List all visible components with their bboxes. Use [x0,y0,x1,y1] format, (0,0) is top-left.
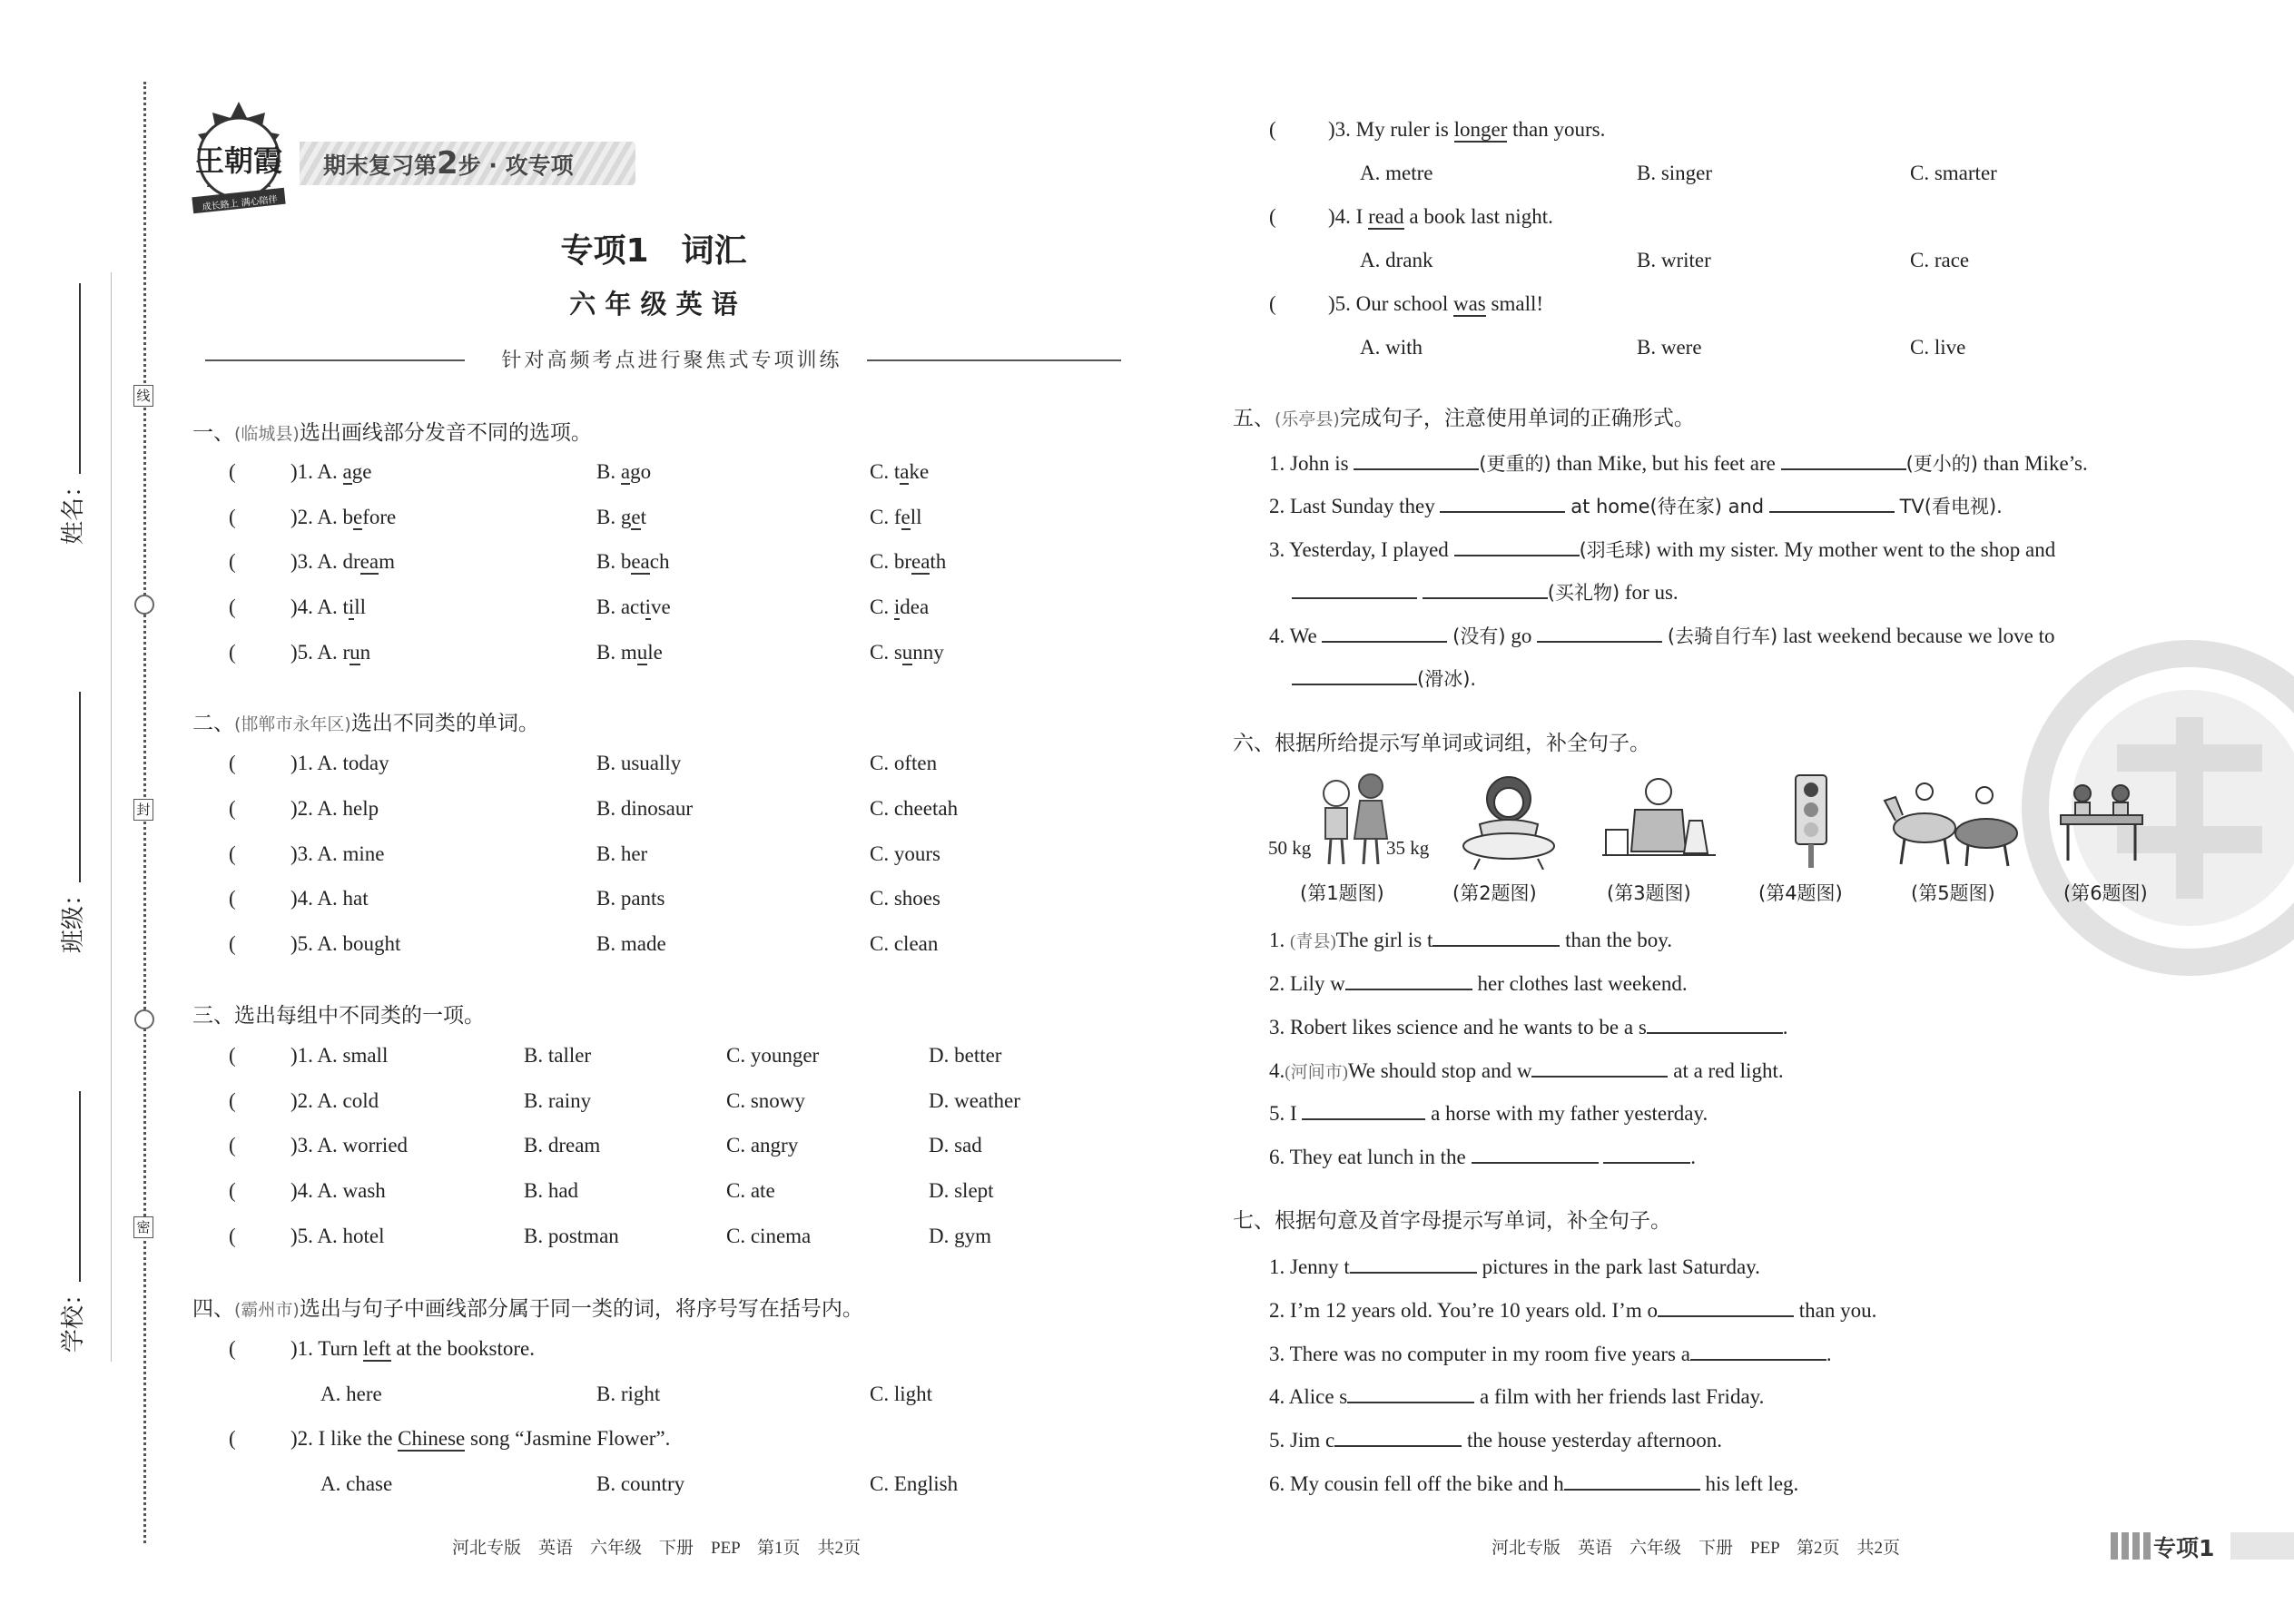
answer-paren[interactable]: ( [229,1179,236,1202]
brand-logo [180,98,298,216]
s4-q1-stem: )1. Turn left at the bookstore. [290,1337,535,1360]
answer-blank[interactable] [1454,531,1580,556]
s4-q2-b: B. country [596,1472,685,1495]
binding-hole-1 [134,595,154,615]
s5-line-2: 2. Last Sunday they at home(待在家) and TV(看电视). [1269,487,2003,519]
s3-q4-a: )4. A. wash [290,1179,386,1202]
s6-line-5: 5. I a horse with my father yesterday. [1269,1095,1708,1126]
footer-left: 河北专版 英语 六年级 下册 PEP 第1页 共2页 [452,1539,861,1558]
footer-right: 河北专版 英语 六年级 下册 PEP 第2页 共2页 [1492,1539,1901,1558]
s4-q4-b: B. writer [1637,249,1711,271]
section-1-title: 一、(临城县)选出画线部分发音不同的选项。 [192,421,592,445]
s5-line-1: 1. John is (更重的) than Mike, but his feet are (更小的) than Mike’s. [1269,445,2088,477]
s2-q3-b: B. her [596,842,648,865]
s3-q5-c: C. cinema [726,1225,812,1247]
s4-q5-a: A. with [1360,336,1423,359]
class-label: 班级： [60,881,87,953]
pic-label-3: (第3题图) [1607,882,1691,904]
s3-q1-c: C. younger [726,1044,820,1067]
badge-suffix: 步 · 攻专项 [458,153,574,179]
answer-blank[interactable] [1603,1138,1690,1164]
answer-paren[interactable]: ( [229,1337,236,1360]
s5-line-3b: (买礼物) for us. [1292,574,1679,605]
s2-q3-a: )3. A. mine [290,842,385,865]
answer-paren[interactable]: ( [229,595,236,618]
picture-6 [2052,773,2151,870]
traffic-light-icon [1788,773,1834,869]
answer-blank[interactable] [1302,1095,1425,1120]
s2-q5-c: C. clean [870,932,939,955]
s3-q4-d: D. slept [929,1179,994,1202]
answer-blank[interactable] [1345,965,1472,990]
s2-q2-c: C. cheetah [870,797,959,820]
s3-q2-a: )2. A. cold [290,1089,379,1112]
picture-3 [1602,770,1716,870]
section-2-title: 二、(邯郸市永年区)选出不同类的单词。 [192,712,539,735]
brand-motto: 成长路上 满心陪伴 [202,194,279,213]
s2-q4-b: B. pants [596,887,665,910]
school-field[interactable] [54,1080,136,1353]
answer-blank[interactable] [1781,445,1906,470]
s4-q4-a: A. drank [1360,249,1433,271]
tagline: 针对高频考点进行聚焦式专项训练 [501,349,842,372]
answer-blank[interactable] [1334,1422,1462,1447]
section-6-title: 六、根据所给提示写单词或词组，补全句子。 [1233,732,1650,755]
s1-q1-c: C. take [870,460,930,483]
s2-q3-c: C. yours [870,842,940,865]
answer-blank[interactable] [1350,1248,1477,1274]
s4-q3-a: A. metre [1360,162,1433,184]
s2-q4-a: )4. A. hat [290,887,369,910]
answer-paren[interactable]: ( [229,1044,236,1067]
step-badge-text [323,145,574,182]
answer-paren[interactable]: ( [229,752,236,774]
answer-blank[interactable] [1690,1335,1826,1361]
s4-q4-stem: )4. I read a book last night. [1328,205,1553,228]
answer-paren[interactable]: ( [229,797,236,820]
page-subtitle: 六 年 级 英 语 [569,289,738,320]
weight-girl: 35 kg [1386,837,1430,859]
answer-blank[interactable] [1292,574,1417,599]
s1-q1-a: )1. A. age [290,460,372,483]
pic-label-1: (第1题图) [1300,882,1384,904]
s3-q1-a: )1. A. small [290,1044,389,1067]
s1-q3-b: B. beach [596,550,670,573]
s7-line-2: 2. I’m 12 years old. You’re 10 years old. I’m o than you. [1269,1292,1876,1323]
s4-q3-b: B. singer [1637,162,1713,184]
s4-q1-c: C. light [870,1383,933,1405]
s3-q2-b: B. rainy [524,1089,592,1112]
section-3-title: 三、选出每组中不同类的一项。 [192,1004,485,1028]
answer-paren[interactable]: ( [229,1134,236,1156]
s7-line-6: 6. My cousin fell off the bike and h his left leg. [1269,1465,1798,1496]
pic-label-6: (第6题图) [2063,882,2148,904]
s1-q4-b: B. active [596,595,671,618]
name-label: 姓名： [60,473,87,545]
answer-paren[interactable]: ( [229,842,236,865]
s2-q2-b: B. dinosaur [596,797,694,820]
picture-2 [1452,770,1570,870]
tagline-line-right [867,359,1121,361]
section-7-title: 七、根据句意及首字母提示写单词，补全句子。 [1233,1209,1671,1233]
binding-hole-2 [134,1009,154,1029]
s1-q5-b: B. mule [596,641,663,664]
s1-q2-b: B. get [596,506,646,528]
s5-line-4b: (滑冰). [1292,660,1476,692]
s3-q4-b: B. had [524,1179,579,1202]
badge-number: 2 [437,145,458,182]
s1-q2-c: C. fell [870,506,922,528]
s1-q5-c: C. sunny [870,641,944,664]
s3-q5-b: B. postman [524,1225,619,1247]
answer-blank[interactable] [1354,445,1479,470]
answer-paren[interactable]: ( [229,1225,236,1247]
class-field[interactable] [54,681,136,953]
s4-q2-stem: )2. I like the Chinese song “Jasmine Flower”. [290,1427,671,1450]
answer-paren[interactable]: ( [229,887,236,910]
answer-blank[interactable] [1440,487,1565,513]
s6-line-4: 4.(河间市)We should stop and w at a red light. [1269,1052,1784,1083]
badge-prefix: 期末复习第 [323,153,438,179]
weight-boy: 50 kg [1268,837,1312,859]
s4-q3-stem: )3. My ruler is longer than yours. [1328,118,1606,141]
s2-q1-c: C. often [870,752,938,774]
s5-line-3: 3. Yesterday, I played (羽毛球) with my sister. My mother went to the shop and [1269,531,2055,563]
answer-paren[interactable]: ( [229,550,236,573]
section-5-title: 五、(乐亭县)完成句子，注意使用单词的正确形式。 [1233,407,1695,430]
s3-q5-a: )5. A. hotel [290,1225,385,1247]
answer-blank[interactable] [1564,1465,1700,1491]
tagline-line-left [205,359,465,361]
page-title: 专项1 词汇 [560,232,747,270]
picture-5 [1879,773,2024,870]
answer-blank[interactable] [1658,1292,1794,1317]
s7-line-3: 3. There was no computer in my room five years a . [1269,1335,1832,1366]
answer-blank[interactable] [1292,660,1417,685]
s3-q4-c: C. ate [726,1179,775,1202]
s3-q3-b: B. dream [524,1134,601,1156]
s2-q4-c: C. shoes [870,887,940,910]
answer-paren[interactable]: ( [229,932,236,955]
s2-q2-a: )2. A. help [290,797,379,820]
answer-blank[interactable] [1647,1009,1783,1034]
pic-label-5: (第5题图) [1911,882,1995,904]
s4-q5-b: B. were [1637,336,1702,359]
s3-q3-a: )3. A. worried [290,1134,409,1156]
s4-q5-stem: )5. Our school was small! [1328,292,1544,315]
answer-blank[interactable] [1347,1378,1474,1403]
answer-paren[interactable]: ( [229,506,236,528]
brand-name: 王朝霞 [194,143,282,178]
seal-char-3: 密 [133,1216,153,1238]
name-field[interactable] [54,272,136,545]
s4-q2-c: C. English [870,1472,959,1495]
corner-tag-pattern [2111,1532,2151,1560]
school-label: 学校： [60,1281,87,1353]
answer-paren[interactable]: ( [1269,292,1276,315]
s4-q1-b: B. right [596,1383,661,1405]
s1-q1-b: B. ago [596,460,652,483]
section-4-title: 四、(霸州市)选出与句子中画线部分属于同一类的词，将序号写在括号内。 [192,1297,863,1321]
s3-q3-c: C. angry [726,1134,799,1156]
s4-q2-a: A. chase [320,1472,393,1495]
s1-q4-c: C. idea [870,595,930,618]
s2-q1-b: B. usually [596,752,682,774]
answer-paren[interactable]: ( [229,1089,236,1112]
s1-q4-a: )4. A. till [290,595,367,618]
s6-line-2: 2. Lily w her clothes last weekend. [1269,965,1688,996]
corner-tag-bar [2230,1532,2294,1560]
s3-q2-d: D. weather [929,1089,1020,1112]
s1-q5-a: )5. A. run [290,641,371,664]
s2-q5-a: )5. A. bought [290,932,401,955]
answer-blank[interactable] [1472,1138,1599,1164]
s7-line-1: 1. Jenny t pictures in the park last Saturday. [1269,1248,1760,1279]
s3-q2-c: C. snowy [726,1089,805,1112]
answer-blank[interactable] [1769,487,1895,513]
s4-q1-a: A. here [320,1383,382,1405]
s6-line-6: 6. They eat lunch in the . [1269,1138,1696,1169]
s3-q1-d: D. better [929,1044,1002,1067]
answer-paren[interactable]: ( [229,460,236,483]
answer-paren[interactable]: ( [1269,205,1276,228]
answer-blank[interactable] [1423,574,1548,599]
s2-q1-a: )1. A. today [290,752,389,774]
s6-line-1: 1. (青县)The girl is t than the boy. [1269,921,1672,952]
s1-q2-a: )2. A. before [290,506,397,528]
s7-line-4: 4. Alice s a film with her friends last Friday. [1269,1378,1764,1409]
s3-q1-b: B. taller [524,1044,592,1067]
answer-paren[interactable]: ( [229,1427,236,1450]
answer-blank[interactable] [1537,617,1662,643]
s2-q5-b: B. made [596,932,666,955]
pic-label-2: (第2题图) [1452,882,1537,904]
s5-line-4: 4. We (没有) go (去骑自行车) last weekend because we love to [1269,617,2054,649]
s4-q3-c: C. smarter [1910,162,1997,184]
answer-blank[interactable] [1322,617,1447,643]
answer-paren[interactable]: ( [229,641,236,664]
s6-line-3: 3. Robert likes science and he wants to be a s . [1269,1009,1788,1039]
answer-blank[interactable] [1433,921,1560,947]
pic-label-4: (第4题图) [1758,882,1843,904]
answer-blank[interactable] [1531,1052,1668,1078]
s3-q5-d: D. gym [929,1225,991,1247]
seal-char-2: 封 [133,799,153,821]
s1-q3-c: C. breath [870,550,947,573]
corner-tag: 专项1 [2153,1535,2215,1561]
seal-char-1: 线 [133,385,153,407]
s1-q3-a: )3. A. dream [290,550,395,573]
s4-q5-c: C. live [1910,336,1966,359]
s7-line-5: 5. Jim c the house yesterday afternoon. [1269,1422,1722,1452]
answer-paren[interactable]: ( [1269,118,1276,141]
s3-q3-d: D. sad [929,1134,982,1156]
s4-q4-c: C. race [1910,249,1970,271]
